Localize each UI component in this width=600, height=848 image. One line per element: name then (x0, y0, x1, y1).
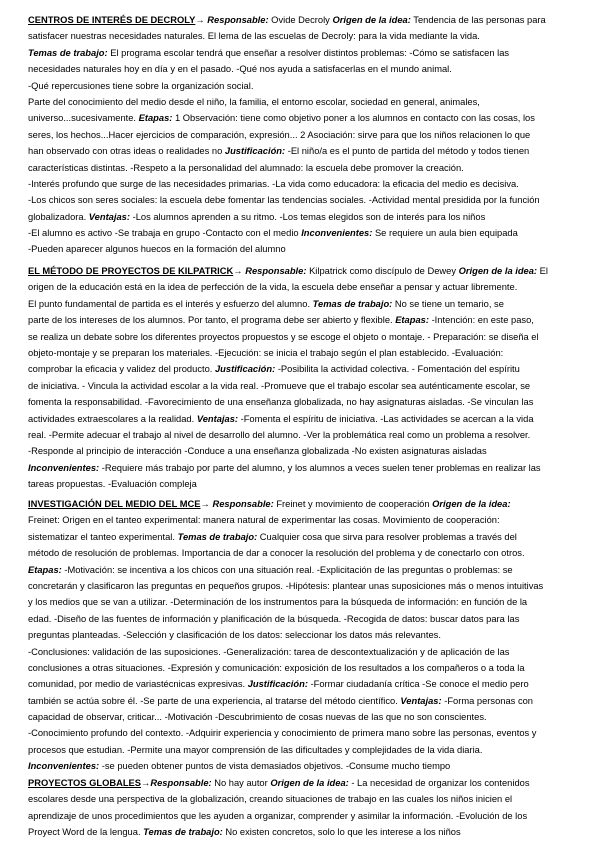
body-text: -Conclusiones: validación de las suposiciones. -Generalización: tarea de descontextualización y de aplicación de las (28, 646, 510, 657)
text-line (28, 562, 570, 578)
text-line (28, 758, 570, 774)
body-text: capacidad de observar, criticar... -Motivación -Descubrimiento de cosas nuevas de las que no son conscientes. (28, 712, 487, 723)
text-line (28, 263, 570, 279)
field-label: Origen de la idea: (432, 499, 511, 509)
body-text: han observado con otras ideas o realidades no (28, 146, 225, 157)
text-line (28, 824, 570, 840)
body-text: fomenta la responsabilidad. -Favorecimiento de una enseñanza globalizada, no hay asignaturas aisladas. -Se vinculan las (28, 397, 534, 408)
body-text: actividades extraescolares a la realidad. (28, 413, 197, 424)
body-text: -Los chicos son seres sociales: la escuela debe fomentar las tendencias sociales. -Actividad mental presidida por la función (28, 195, 540, 206)
text-line (28, 512, 570, 528)
body-text: -Fomenta el espíritu de iniciativa. -Las actividades se acercan a la vida (238, 413, 534, 424)
body-text: Ovide Decroly (268, 15, 333, 25)
field-label: Etapas: (395, 315, 429, 326)
text-line (28, 611, 570, 627)
field-label: Inconvenientes: (28, 462, 100, 473)
body-text: -Interés profundo que surge de las necesidades primarias. -La vida como educadora: la eficacia del medio es decisiva. (28, 178, 519, 189)
text-line (28, 693, 570, 709)
text-line (28, 45, 570, 61)
body-text: Se requiere un aula bien equipada (372, 228, 518, 239)
body-text: parte de los intereses de los alumnos. Por tanto, el programa debe ser abierto y flexible. (28, 315, 396, 326)
field-label: Etapas: (28, 564, 62, 575)
text-line (28, 225, 570, 241)
body-text: -El alumno es activo -Se trabaja en grupo -Contacto con el medio (28, 228, 302, 239)
text-line (28, 808, 570, 824)
body-text: No hay autor (211, 778, 271, 788)
body-text: real. -Permite adecuar el trabajo al nivel de desarrollo del alumno. -Ver la problemática real como un problema a resolver. (28, 429, 531, 440)
field-label: Origen de la idea: (458, 266, 538, 276)
text-line (28, 28, 570, 44)
body-text: de iniciativa. - Vincula la actividad escolar a la vida real. -Promueve que el trabajo escolar sea auténticamente escolar, se (28, 380, 531, 391)
body-text: No existen concretos, solo lo que les interese a los niños (222, 827, 461, 838)
text-line (28, 725, 570, 741)
text-line (28, 296, 570, 312)
body-text: objeto-montaje y se preparan los materiales. -Ejecución: se inicia el trabajo según el plan establecido. -Evaluación: (28, 347, 504, 358)
text-line (28, 545, 570, 561)
field-label: Origen de la idea: (332, 15, 411, 25)
field-label: Justificación: (214, 364, 276, 375)
text-line (28, 529, 570, 545)
body-text: necesidades naturales hoy en día y en el pasado. -Qué nos ayuda a satisfacerlas en el mundo animal. (28, 64, 452, 75)
text-line (28, 209, 570, 225)
field-label: Temas de trabajo: (28, 47, 108, 58)
body-text: Cualquier cosa que sirva para resolver problemas a través del (257, 531, 517, 542)
text-line (28, 192, 570, 208)
field-label: Justificación: (224, 146, 286, 157)
section-kilpatrick (28, 263, 570, 492)
field-label: Temas de trabajo: (143, 827, 223, 838)
text-line (28, 411, 570, 427)
body-text: también se actúa sobre él. -Se parte de una experiencia, al tratarse del método científico. (28, 695, 401, 706)
text-line (28, 110, 570, 126)
text-line (28, 627, 570, 643)
field-label: Ventajas: (196, 413, 239, 424)
text-line (28, 775, 570, 791)
section-title: PROYECTOS GLOBALES (28, 778, 142, 788)
text-line (28, 345, 570, 361)
field-label: → Responsable: (233, 266, 307, 276)
body-text: método de resolución de problemas. Importancia de dar a conocer la resolución del problema y de conectarlo con otros. (28, 548, 525, 559)
body-text: preguntas planteadas. -Selección y clasificación de los datos: seleccionar los datos más relevantes. (28, 630, 441, 641)
text-line (28, 378, 570, 394)
field-label: Temas de trabajo: (177, 531, 258, 542)
body-text: No se tiene un temario, se (392, 298, 504, 309)
body-text: -Posibilita la actividad colectiva. - Fomentación del espíritu (275, 364, 520, 375)
text-line (28, 241, 570, 257)
body-text: tareas propuestas. -Evaluación compleja (28, 479, 197, 490)
body-text: Kilpatrick como discípulo de Dewey (306, 266, 459, 276)
body-text: escolares desde una perspectiva de la globalización, creando situaciones de trabajo en las cuales los niños inicien el (28, 794, 513, 805)
body-text: -Forma personas con (441, 695, 534, 706)
text-line (28, 312, 570, 328)
body-text: -Intención: en este paso, (428, 315, 534, 326)
text-line (28, 496, 570, 512)
body-text: -Pueden aparecer algunos huecos en la formación del alumno (28, 244, 286, 255)
text-line (28, 12, 570, 28)
body-text: 1 Observación: tiene como objetivo poner a los alumnos en contacto con las cosas, los (172, 113, 535, 124)
section-decroly (28, 12, 570, 258)
text-line (28, 460, 570, 476)
text-line (28, 742, 570, 758)
section-proyectos-globales (28, 775, 570, 841)
text-line (28, 279, 570, 295)
body-text: se realiza un debate sobre los diferentes proyectos propuestos y se escoge el objeto o montaje. - Preparación: se diseña el (28, 331, 539, 342)
body-text: seres, los hechos...Hacer ejercicios de comparación, expresión... 2 Asociación: sirve para que los niños relacionen lo que (28, 129, 531, 140)
field-label: Ventajas: (400, 695, 442, 706)
field-label: →Responsable: (141, 778, 212, 788)
text-line (28, 160, 570, 176)
text-line (28, 476, 570, 492)
text-line (28, 791, 570, 807)
text-line (28, 143, 570, 159)
text-line (28, 127, 570, 143)
body-text: características distintas. -Respeto a la personalidad del alumnado: la escuela debe promover la creación. (28, 162, 464, 173)
body-text: Proyect Word de la lengua. (28, 827, 144, 838)
text-line (28, 329, 570, 345)
text-line (28, 709, 570, 725)
body-text: aprendizaje de unos procedimientos que les ayuden a organizar, comprender y asimilar la información. -Evolución de los (28, 810, 528, 821)
body-text: sistematizar el tanteo experimental. (28, 531, 178, 542)
text-line (28, 176, 570, 192)
body-text: -El niño/a es el punto de partida del método y todos tienen (285, 146, 530, 157)
body-text: -Qué repercusiones tiene sobre la organización social. (28, 80, 254, 91)
field-label: → Responsable: (200, 499, 274, 509)
body-text: universo...sucesivamente. (28, 113, 139, 124)
body-text: -Requiere más trabajo por parte del alumno, y los alumnos a veces suelen tener problemas en realizar las (99, 462, 541, 473)
text-line (28, 644, 570, 660)
text-line (28, 676, 570, 692)
body-text: y los medios que se van a utilizar. -Determinación de los instrumentos para la búsqueda de información: en función de la (28, 597, 528, 608)
text-line (28, 78, 570, 94)
body-text: origen de la educación está en la idea de perfección de la vida, la escuela debe enseñar a pensar y actuar libremente. (28, 282, 518, 293)
body-text: Parte del conocimiento del medio desde el niño, la familia, el entorno escolar, sociedad en general, animales, (28, 96, 480, 107)
text-line (28, 394, 570, 410)
body-text: -Los alumnos aprenden a su ritmo. -Los temas elegidos son de interés para los niños (129, 211, 486, 222)
section-mce (28, 496, 570, 775)
body-text: Freinet: Origen en el tanteo experimental: manera natural de experimentar las cosas. Movimiento de cooperación: (28, 515, 500, 526)
body-text: -se pueden obtener puntos de vista demasiados objetivos. -Consume mucho tiempo (99, 761, 451, 772)
text-line (28, 61, 570, 77)
field-label: Inconvenientes: (28, 761, 100, 772)
text-line (28, 427, 570, 443)
field-label: Inconvenientes: (301, 228, 373, 239)
body-text: globalizadora. (28, 211, 89, 222)
text-line (28, 594, 570, 610)
body-text: procesos que estudian. -Permite una mayor comprensión de las dificultades y complejidades de la vida diaria. (28, 744, 483, 755)
body-text: El programa escolar tendrá que enseñar a resolver distintos problemas: -Cómo se satisfacen las (107, 47, 510, 58)
body-text: satisfacer nuestras necesidades naturales. El lema de las escuelas de Decroly: para la vida mediante la vida. (28, 31, 480, 42)
field-label: Justificación: (247, 679, 308, 690)
section-title: CENTROS DE INTERÉS DE DECROLY (28, 15, 196, 25)
field-label: Origen de la idea: (270, 778, 349, 788)
field-label: Temas de trabajo: (312, 298, 393, 309)
text-line (28, 361, 570, 377)
body-text: edad. -Diseño de las fuentes de información y planificación de la búsqueda. -Recogida de datos: buscar datos para las (28, 613, 520, 624)
body-text: comprobar la eficacia y validez del producto. (28, 364, 215, 375)
body-text: -Conocimiento profundo del contexto. -Adquirir experiencia y conocimiento de primera mano sobre las personas, eventos y (28, 728, 537, 739)
body-text: -Responde al principio de interacción -Conduce a una enseñanza globalizada -No existen asignaturas aisladas (28, 446, 487, 457)
body-text: El punto fundamental de partida es el interés y esfuerzo del alumno. (28, 298, 313, 309)
text-line (28, 660, 570, 676)
body-text: - La necesidad de organizar los contenidos (348, 778, 530, 788)
body-text: concretarán y clasificaron las preguntas en pequeños grupos. -Hipótesis: plantear unas suposiciones más o menos intuitivas (28, 580, 544, 591)
field-label: Ventajas: (88, 211, 130, 222)
body-text: -Formar ciudadanía crítica -Se conoce el medio pero (307, 679, 529, 690)
body-text: El (537, 266, 548, 276)
body-text: Freinet y movimiento de cooperación (273, 499, 433, 509)
section-title: EL MÉTODO DE PROYECTOS DE KILPATRICK (28, 266, 234, 276)
text-line (28, 578, 570, 594)
field-label: → Responsable: (195, 15, 269, 25)
body-text: comunidad, por medio de variastécnicas expresivas. (28, 679, 248, 690)
field-label: Etapas: (138, 113, 173, 124)
section-title: INVESTIGACIÓN DEL MEDIO DEL MCE (28, 499, 201, 509)
body-text: Tendencia de las personas para (410, 15, 546, 25)
body-text: -Motivación: se incentiva a los chicos con una situación real. -Explicitación de las preguntas o problemas: se (61, 564, 513, 575)
body-text: conclusiones a otras situaciones. -Expresión y comunicación: exposición de los resultados a los compañeros o a toda la (28, 662, 525, 673)
text-line (28, 443, 570, 459)
text-line (28, 94, 570, 110)
